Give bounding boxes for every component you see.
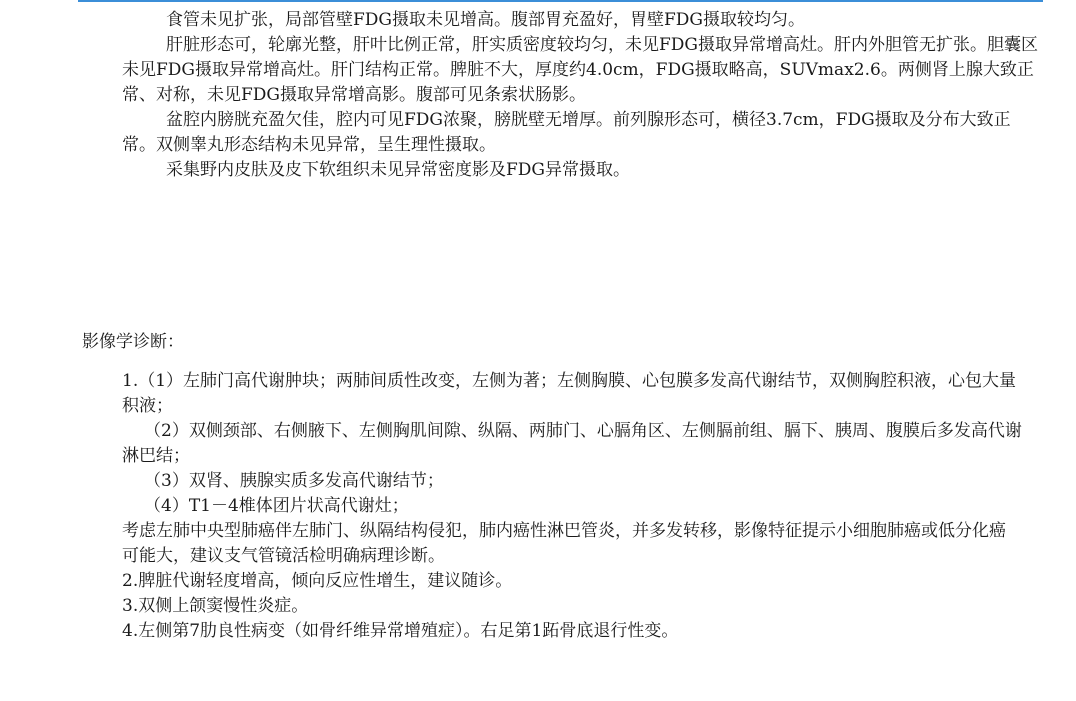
findings-section — [122, 8, 1042, 183]
diagnosis-item-1-3: （3）双肾、胰腺实质多发高代谢结节； — [144, 471, 444, 491]
diagnosis-section — [122, 369, 1022, 644]
diagnosis-item-4: 4.左侧第7肋良性病变（如骨纤维异常增殖症）。右足第1跖骨底退行性变。 — [122, 621, 679, 641]
finding-skin: 采集野内皮肤及皮下软组织未见异常密度影及FDG异常摄取。 — [166, 160, 631, 180]
diagnosis-item-1-1: 1.（1）左肺门高代谢肿块；两肺间质性改变，左侧为著；左侧胸膜、心包膜多发高代谢结节，双侧胸腔积液，心包大量积液； — [122, 371, 1017, 416]
finding-pelvis: 盆腔内膀胱充盈欠佳，腔内可见FDG浓聚，膀胱壁无增厚。前列腺形态可，横径3.7cm，FDG摄取及分布大致正常。双侧睾丸形态结构未见异常，呈生理性摄取。 — [122, 110, 1011, 155]
top-divider — [78, 0, 1043, 2]
diagnosis-item-3: 3.双侧上颌窦慢性炎症。 — [122, 596, 309, 616]
finding-liver-spleen-adrenal: 肝脏形态可，轮廓光整，肝叶比例正常，肝实质密度较均匀，未见FDG摄取异常增高灶。肝内外胆管无扩张。胆囊区未见FDG摄取异常增高灶。肝门结构正常。脾脏不大，厚度约4.0cm，FDG摄取略高，SUVmax2.6。两侧肾上腺大致正常、对称，未见FDG摄取异常增高影。腹部可见条索状肠影。 — [122, 35, 1039, 105]
finding-esophagus-stomach: 食管未见扩张，局部管壁FDG摄取未见增高。腹部胃充盈好，胃壁FDG摄取较均匀。 — [166, 10, 806, 30]
diagnosis-item-1-conclusion: 考虑左肺中央型肺癌伴左肺门、纵隔结构侵犯，肺内癌性淋巴管炎，并多发转移，影像特征提示小细胞肺癌或低分化癌可能大，建议支气管镜活检明确病理诊断。 — [122, 521, 1006, 566]
diagnosis-item-1-4: （4）T1－4椎体团片状高代谢灶； — [144, 496, 409, 516]
diagnosis-item-1-2: （2）双侧颈部、右侧腋下、左侧胸肌间隙、纵隔、两肺门、心膈角区、左侧膈前组、膈下、胰周、腹膜后多发高代谢淋巴结； — [122, 421, 1022, 466]
diagnosis-heading: 影像学诊断： — [82, 332, 184, 352]
diagnosis-item-2: 2.脾脏代谢轻度增高，倾向反应性增生，建议随诊。 — [122, 571, 513, 591]
